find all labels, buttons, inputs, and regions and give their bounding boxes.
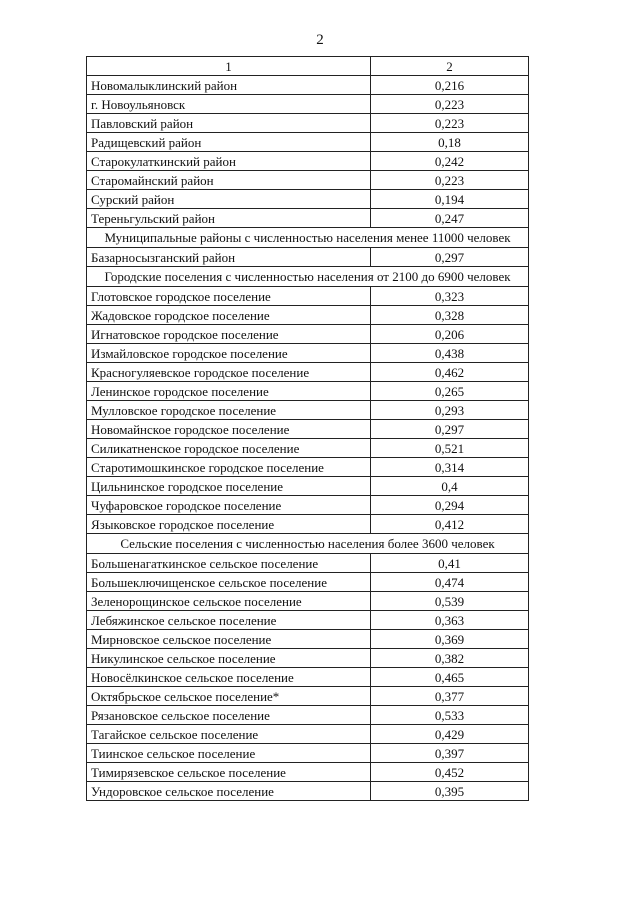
entity-name: Старотимошкинское городское поселение [87,458,371,477]
coefficient-value: 0,452 [371,763,529,782]
table-row [87,763,529,782]
table-row [87,114,529,133]
entity-name: Тиинское сельское поселение [87,744,371,763]
entity-name: Базарносызганский район [87,248,371,267]
entity-name: Глотовское городское поселение [87,287,371,306]
entity-name: Ленинское городское поселение [87,382,371,401]
entity-name: Языковское городское поселение [87,515,371,534]
entity-name: Цильнинское городское поселение [87,477,371,496]
coefficient-value: 0,323 [371,287,529,306]
entity-name: Тимирязевское сельское поселение [87,763,371,782]
entity-name: Игнатовское городское поселение [87,325,371,344]
entity-name: Новомалыклинский район [87,76,371,95]
coefficient-value: 0,194 [371,190,529,209]
section-header-row [87,228,529,248]
coefficient-value: 0,395 [371,782,529,801]
coefficient-value: 0,294 [371,496,529,515]
table-row [87,554,529,573]
coefficient-value: 0,539 [371,592,529,611]
coefficient-value: 0,293 [371,401,529,420]
entity-name: Октябрьское сельское поселение* [87,687,371,706]
section-header-row [87,267,529,287]
entity-name: Большеключищенское сельское поселение [87,573,371,592]
entity-name: Красногуляевское городское поселение [87,363,371,382]
table-row [87,592,529,611]
table-row [87,573,529,592]
coefficient-value: 0,242 [371,152,529,171]
coefficient-value: 0,438 [371,344,529,363]
entity-name: Новомайнское городское поселение [87,420,371,439]
entity-name: Жадовское городское поселение [87,306,371,325]
table-row [87,363,529,382]
entity-name: Павловский район [87,114,371,133]
coefficient-value: 0,206 [371,325,529,344]
section-title: Городские поселения с численностью населения от 2100 до 6900 человек [87,267,529,287]
table-row [87,725,529,744]
entity-name: Мулловское городское поселение [87,401,371,420]
entity-name: Новосёлкинское сельское поселение [87,668,371,687]
coefficient-value: 0,247 [371,209,529,228]
coefficient-value: 0,297 [371,420,529,439]
table-row [87,458,529,477]
entity-name: Радищевский район [87,133,371,152]
entity-name: Силикатненское городское поселение [87,439,371,458]
table-row [87,611,529,630]
coefficient-value: 0,474 [371,573,529,592]
section-title: Сельские поселения с численностью населения более 3600 человек [87,534,529,554]
coefficient-value: 0,314 [371,458,529,477]
coefficient-value: 0,397 [371,744,529,763]
entity-name: Лебяжинское сельское поселение [87,611,371,630]
table-row [87,306,529,325]
entity-name: Старомайнский район [87,171,371,190]
table-row [87,515,529,534]
coefficient-value: 0,223 [371,114,529,133]
table-row [87,287,529,306]
entity-name: Большенагаткинское сельское поселение [87,554,371,573]
coefficient-value: 0,265 [371,382,529,401]
table-row [87,477,529,496]
coefficient-value: 0,412 [371,515,529,534]
coefficient-value: 0,4 [371,477,529,496]
section-header-row [87,534,529,554]
table-row [87,95,529,114]
table-row [87,325,529,344]
coefficient-value: 0,369 [371,630,529,649]
coefficient-value: 0,465 [371,668,529,687]
coefficient-value: 0,533 [371,706,529,725]
table-row [87,133,529,152]
section-title: Муниципальные районы с численностью населения менее 11000 человек [87,228,529,248]
coefficient-value: 0,462 [371,363,529,382]
table-row [87,649,529,668]
table-row [87,439,529,458]
column-header-2: 2 [371,57,529,76]
entity-name: Измайловское городское поселение [87,344,371,363]
entity-name: Рязановское сельское поселение [87,706,371,725]
coefficient-value: 0,328 [371,306,529,325]
entity-name: Зеленорощинское сельское поселение [87,592,371,611]
coefficients-table [86,56,529,801]
coefficient-value: 0,18 [371,133,529,152]
entity-name: Никулинское сельское поселение [87,649,371,668]
coefficient-value: 0,429 [371,725,529,744]
table-row [87,344,529,363]
coefficient-value: 0,297 [371,248,529,267]
table-header-row [87,57,529,76]
coefficient-value: 0,216 [371,76,529,95]
table-row [87,496,529,515]
table-row [87,209,529,228]
entity-name: Сурский район [87,190,371,209]
table-row [87,630,529,649]
table-row [87,687,529,706]
coefficient-value: 0,223 [371,171,529,190]
coefficient-value: 0,363 [371,611,529,630]
entity-name: Старокулаткинский район [87,152,371,171]
table-row [87,190,529,209]
table-row [87,420,529,439]
entity-name: Ундоровское сельское поселение [87,782,371,801]
table-row [87,668,529,687]
table-row [87,382,529,401]
coefficient-value: 0,377 [371,687,529,706]
coefficient-value: 0,521 [371,439,529,458]
table-row [87,401,529,420]
entity-name: Чуфаровское городское поселение [87,496,371,515]
column-header-1: 1 [87,57,371,76]
table-row [87,782,529,801]
table-row [87,171,529,190]
entity-name: Тагайское сельское поселение [87,725,371,744]
entity-name: Мирновское сельское поселение [87,630,371,649]
coefficient-value: 0,223 [371,95,529,114]
table-row [87,76,529,95]
coefficient-value: 0,41 [371,554,529,573]
coefficient-value: 0,382 [371,649,529,668]
table-row [87,248,529,267]
entity-name: Тереньгульский район [87,209,371,228]
table-row [87,706,529,725]
table-body [87,57,529,801]
page-number: 2 [316,32,324,48]
table-row [87,152,529,171]
entity-name: г. Новоульяновск [87,95,371,114]
table-row [87,744,529,763]
